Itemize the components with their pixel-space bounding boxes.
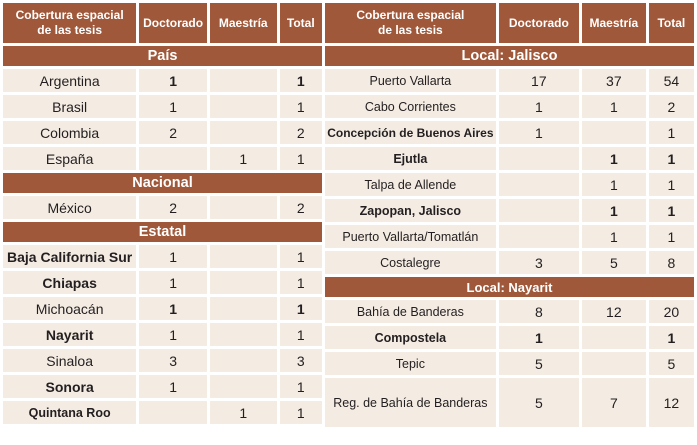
table-row (325, 225, 694, 248)
header-maestria: Maestría (582, 3, 646, 43)
cell-doctorado (499, 225, 579, 248)
cell-name: Sonora (3, 375, 136, 398)
cell-doctorado: 5 (499, 352, 579, 375)
section-header-estatal (3, 222, 322, 242)
cell-doctorado: 1 (139, 95, 207, 118)
cell-total: 1 (280, 375, 322, 398)
table-row (3, 245, 322, 268)
cell-maestria: 1 (582, 199, 646, 222)
table-row (3, 95, 322, 118)
section-title: Local: Jalisco (325, 46, 694, 66)
cell-maestria: 1 (582, 173, 646, 196)
cell-name: Costalegre (325, 251, 496, 274)
section-title: Estatal (3, 222, 322, 242)
cell-doctorado (499, 173, 579, 196)
table-row (325, 95, 694, 118)
table-row (325, 352, 694, 375)
header-doctorado: Doctorado (499, 3, 579, 43)
cell-total: 1 (280, 95, 322, 118)
header-row (325, 3, 694, 43)
cell-total: 5 (649, 352, 694, 375)
cell-doctorado: 3 (499, 251, 579, 274)
left-table (0, 0, 325, 427)
cell-name: Zapopan, Jalisco (325, 199, 496, 222)
table-row (325, 173, 694, 196)
cell-doctorado: 2 (139, 121, 207, 144)
cell-name: Brasil (3, 95, 136, 118)
cell-name: Talpa de Allende (325, 173, 496, 196)
cell-total: 1 (649, 225, 694, 248)
cell-maestria (582, 326, 646, 349)
cell-maestria (582, 352, 646, 375)
cell-maestria (210, 69, 277, 92)
cell-name: Puerto Vallarta/Tomatlán (325, 225, 496, 248)
cell-total: 1 (649, 326, 694, 349)
cell-doctorado: 1 (139, 245, 207, 268)
cell-doctorado: 2 (139, 196, 207, 219)
cell-name: Cabo Corrientes (325, 95, 496, 118)
cell-doctorado: 1 (139, 69, 207, 92)
table-row (3, 401, 322, 424)
section-title: Local: Nayarit (325, 277, 694, 297)
right-table (322, 0, 697, 430)
header-maestria: Maestría (210, 3, 277, 43)
cell-maestria (210, 196, 277, 219)
cell-name: Sinaloa (3, 349, 136, 372)
cell-doctorado: 1 (139, 323, 207, 346)
cell-total: 1 (649, 121, 694, 144)
cell-name: Michoacán (3, 297, 136, 320)
cell-maestria (210, 375, 277, 398)
cell-total: 1 (280, 323, 322, 346)
table-row (3, 349, 322, 372)
cell-doctorado (499, 199, 579, 222)
cell-maestria: 5 (582, 251, 646, 274)
cell-maestria: 1 (210, 147, 277, 170)
cell-maestria (210, 95, 277, 118)
table-row (325, 199, 694, 222)
header-row (3, 3, 322, 43)
table-row (325, 121, 694, 144)
cell-name: Nayarit (3, 323, 136, 346)
header-cobertura: Cobertura espacial de las tesis (325, 3, 496, 43)
cell-maestria: 7 (582, 378, 646, 427)
table-row (3, 375, 322, 398)
table-row (325, 300, 694, 323)
cell-total: 1 (280, 297, 322, 320)
cell-doctorado (139, 401, 207, 424)
header-cobertura: Cobertura espacial de las tesis (3, 3, 136, 43)
cell-name: Quintana Roo (3, 401, 136, 424)
cell-doctorado (139, 147, 207, 170)
cell-name: España (3, 147, 136, 170)
cell-doctorado: 8 (499, 300, 579, 323)
section-title: País (3, 46, 322, 66)
cell-maestria: 1 (582, 147, 646, 170)
cell-maestria (210, 271, 277, 294)
header-doctorado: Doctorado (139, 3, 207, 43)
cell-name: Concepción de Buenos Aires (325, 121, 496, 144)
cell-maestria: 37 (582, 69, 646, 92)
table-row (325, 378, 694, 427)
table-row (3, 121, 322, 144)
cell-name: Colombia (3, 121, 136, 144)
cell-name: Compostela (325, 326, 496, 349)
cell-maestria (582, 121, 646, 144)
table-row (325, 251, 694, 274)
cell-maestria (210, 349, 277, 372)
cell-name: Chiapas (3, 271, 136, 294)
cell-doctorado: 17 (499, 69, 579, 92)
table-row (3, 147, 322, 170)
cell-doctorado: 1 (499, 121, 579, 144)
table-row (325, 147, 694, 170)
cell-maestria: 1 (582, 95, 646, 118)
cell-maestria (210, 297, 277, 320)
table-row (3, 323, 322, 346)
section-header-jalisco (325, 46, 694, 66)
table-row (3, 69, 322, 92)
cell-name: Bahía de Banderas (325, 300, 496, 323)
cell-total: 3 (280, 349, 322, 372)
cell-maestria (210, 245, 277, 268)
section-title: Nacional (3, 173, 322, 193)
cell-doctorado: 3 (139, 349, 207, 372)
cell-maestria (210, 121, 277, 144)
cell-name: Baja California Sur (3, 245, 136, 268)
cell-doctorado: 1 (139, 297, 207, 320)
cell-total: 12 (649, 378, 694, 427)
cell-doctorado: 1 (139, 375, 207, 398)
table-row (325, 326, 694, 349)
cell-name: México (3, 196, 136, 219)
header-total: Total (649, 3, 694, 43)
cell-total: 1 (649, 147, 694, 170)
cell-total: 1 (280, 69, 322, 92)
cell-total: 1 (280, 271, 322, 294)
cell-maestria (210, 323, 277, 346)
cell-doctorado (499, 147, 579, 170)
cell-maestria: 12 (582, 300, 646, 323)
header-total: Total (280, 3, 322, 43)
cell-name: Argentina (3, 69, 136, 92)
section-header-nacional (3, 173, 322, 193)
cell-total: 1 (280, 147, 322, 170)
cell-total: 54 (649, 69, 694, 92)
cell-doctorado: 1 (499, 326, 579, 349)
cell-doctorado: 5 (499, 378, 579, 427)
cell-total: 1 (649, 199, 694, 222)
cell-maestria: 1 (210, 401, 277, 424)
cell-name: Ejutla (325, 147, 496, 170)
cell-total: 20 (649, 300, 694, 323)
table-row (325, 69, 694, 92)
table-row (3, 196, 322, 219)
section-header-pais (3, 46, 322, 66)
cell-total: 1 (649, 173, 694, 196)
cell-total: 2 (280, 121, 322, 144)
cell-name: Reg. de Bahía de Banderas (325, 378, 496, 427)
cell-name: Tepic (325, 352, 496, 375)
section-header-nayarit (325, 277, 694, 297)
table-row (3, 271, 322, 294)
cell-doctorado: 1 (139, 271, 207, 294)
table-row (3, 297, 322, 320)
cell-total: 2 (649, 95, 694, 118)
cell-doctorado: 1 (499, 95, 579, 118)
cell-name: Puerto Vallarta (325, 69, 496, 92)
cell-total: 2 (280, 196, 322, 219)
cell-total: 8 (649, 251, 694, 274)
cell-total: 1 (280, 245, 322, 268)
cell-total: 1 (280, 401, 322, 424)
cell-maestria: 1 (582, 225, 646, 248)
